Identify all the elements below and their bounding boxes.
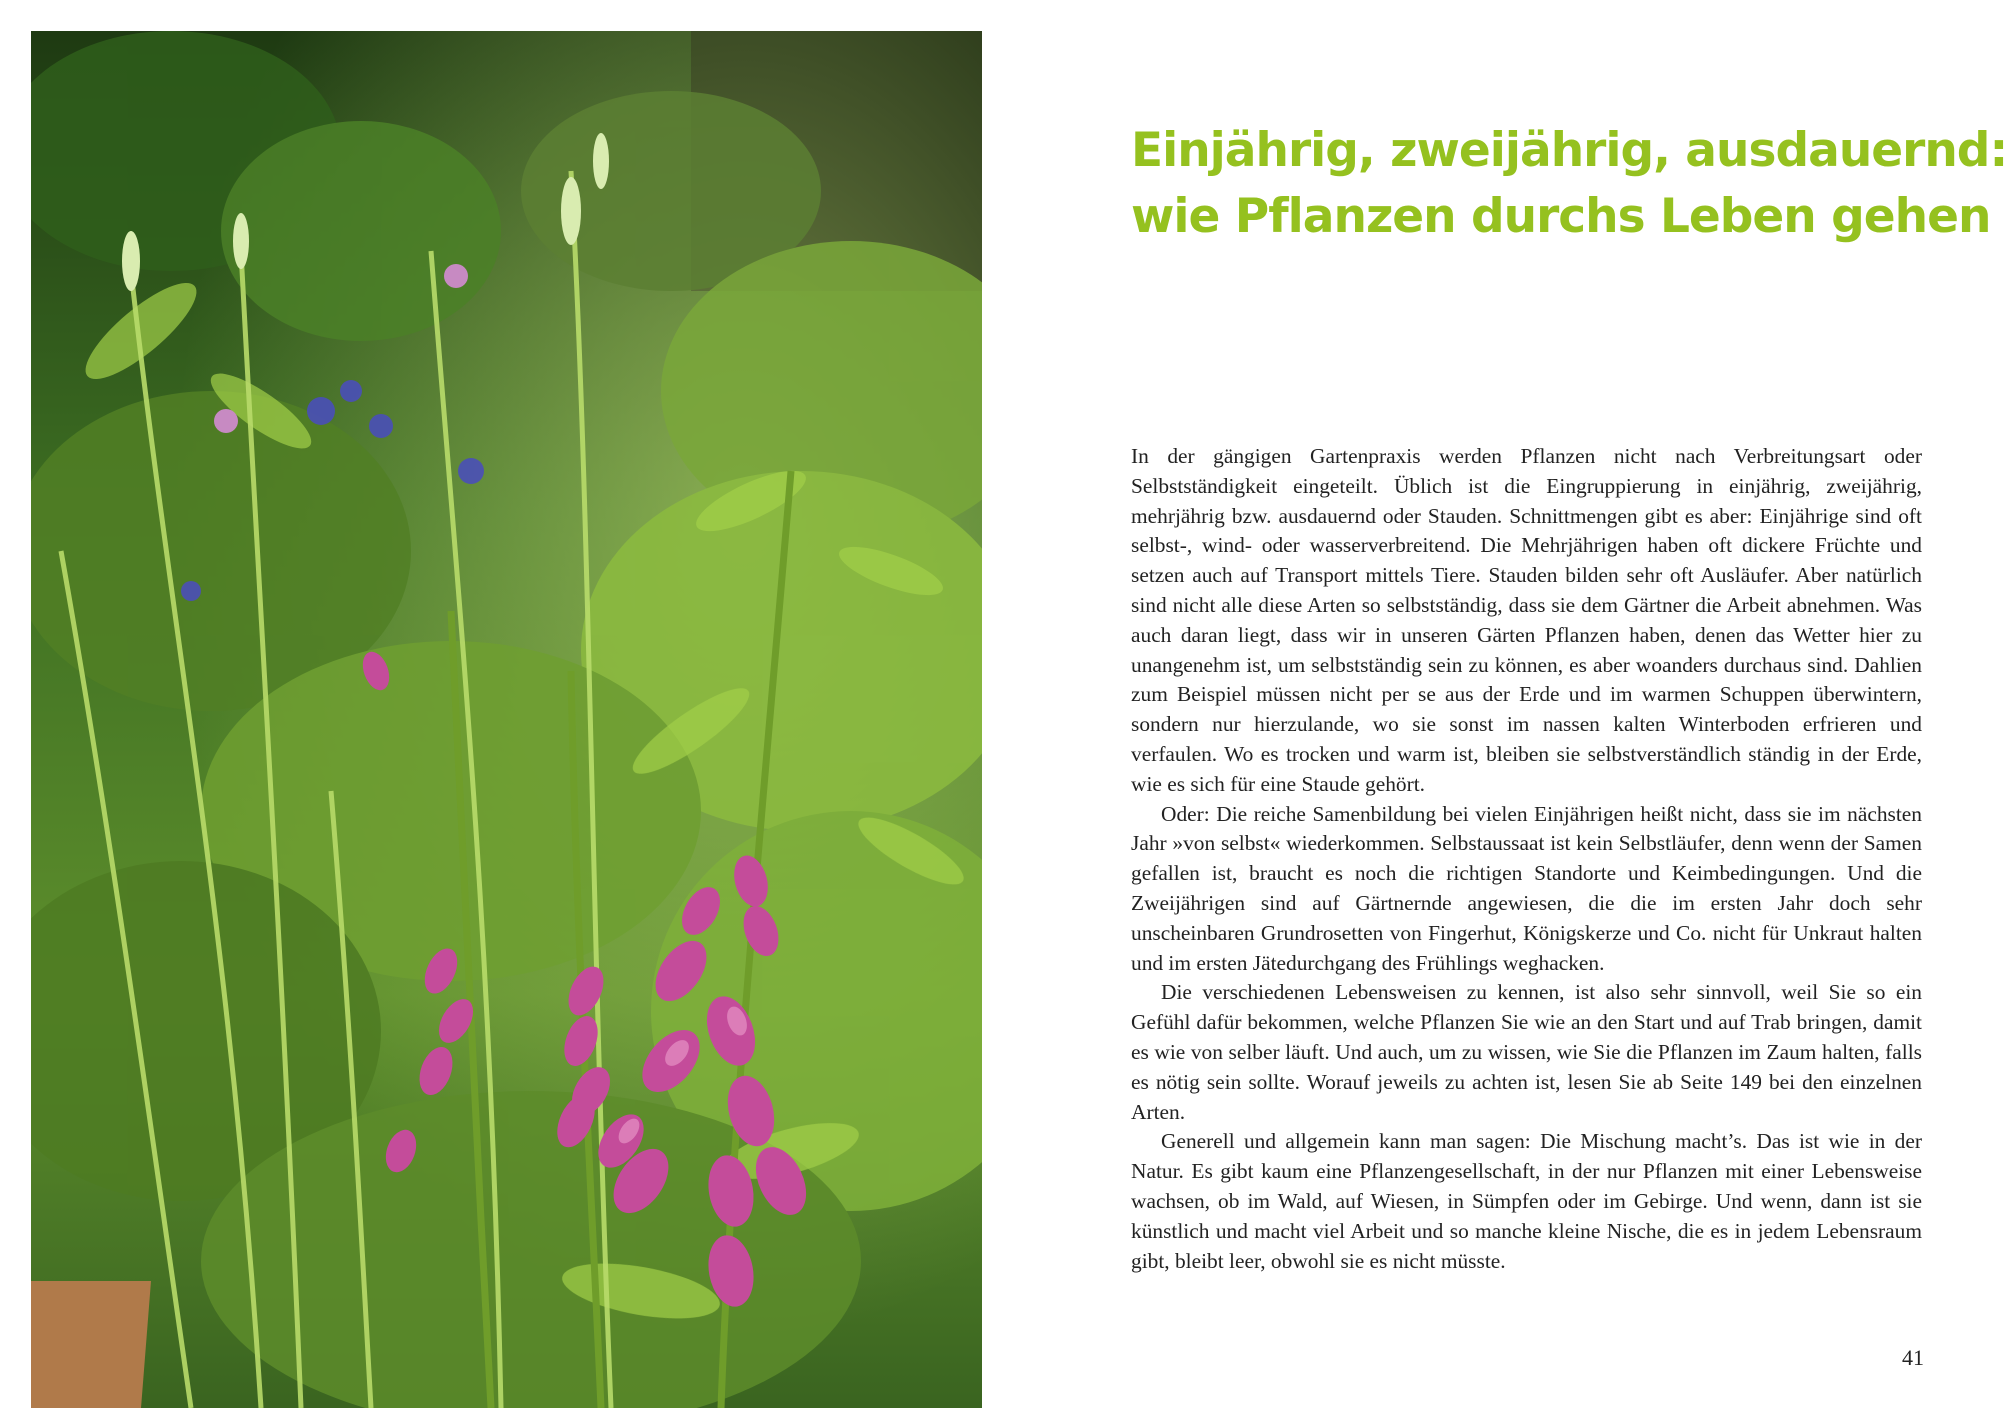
garden-photo <box>31 31 982 1408</box>
heading-line-2: wie Pflanzen durchs Leben gehen <box>1131 189 1991 244</box>
heading-line-1: Einjährig, zweijährig, ausdauernd: <box>1131 123 2008 178</box>
chapter-heading <box>1131 118 2008 250</box>
foxglove-garden-illustration <box>31 31 982 1408</box>
paragraph: Generell und allgemein kann man sagen: Die Mischung macht’s. Das ist wie in der Natur. Es gibt kaum eine Pflanzengesellschaft, in der nur Pflanzen mit einer Lebensweise wachsen, ob im Wald, auf Wiesen, in Sümpfen oder im Gebirge. Und wenn, dann ist sie künstlich und macht viel Arbeit und so manche kleine Nische, die es in jedem Lebensraum gibt, bleibt leer, obwohl sie es nicht müsste. <box>1131 1129 1922 1273</box>
body-text <box>1131 442 1922 1276</box>
page-number: 41 <box>1902 1345 1924 1370</box>
paragraph: In der gängigen Gartenpraxis werden Pflanzen nicht nach Verbreitungsart oder Selbstständigkeit eingeteilt. Üblich ist die Eingruppierung in einjährig, zweijährig, mehrjährig bzw. ausdauernd oder Stauden. Schnittmengen gibt es aber: Einjährige sind oft selbst-, wind- oder wasserverbreitend. Die Mehrjährigen haben oft dickere Früchte und setzen auch auf Transport mittels Tiere. Stauden bilden sehr oft Ausläufer. Aber natürlich sind nicht alle diese Arten so selbstständig, dass sie dem Gärtner die Arbeit abnehmen. Was auch daran liegt, dass wir in unseren Gärten Pflanzen haben, denen das Wetter hier zu unangenehm ist, um selbstständig sein zu können, es aber woanders durchaus sind. Dahlien zum Beispiel müssen nicht per se aus der Erde und im warmen Schuppen überwintern, sondern nur hierzulande, wo sie sonst im nassen kalten Winterboden erfrieren und verfaulen. Wo es trocken und warm ist, bleiben sie selbstverständlich ständig in der Erde, wie es sich für eine Staude gehört. <box>1131 444 1922 796</box>
paragraph: Oder: Die reiche Samenbildung bei vielen Einjährigen heißt nicht, dass sie im nächsten Jahr »von selbst« wiederkommen. Selbstaussaat ist kein Selbstläufer, denn wenn der Samen gefallen ist, braucht es noch die richtigen Standorte und Keimbedingungen. Und die Zweijährigen sind auf Gärtnernde angewiesen, die die im ersten Jahr doch sehr unscheinbaren Grundrosetten von Fingerhut, Königskerze und Co. nicht für Unkraut halten und im ersten Jätedurchgang des Frühlings weghacken. <box>1131 801 1922 975</box>
paragraph: Die verschiedenen Lebensweisen zu kennen, ist also sehr sinnvoll, weil Sie so ein Gefühl dafür bekommen, welche Pflanzen Sie wie an den Start und auf Trab bringen, damit es wie von selber läuft. Und auch, um zu wissen, wie Sie die Pflanzen im Zaum halten, falls es nötig sein sollte. Worauf jeweils zu achten ist, lesen Sie ab Seite 149 bei den einzelnen Arten. <box>1131 980 1922 1124</box>
